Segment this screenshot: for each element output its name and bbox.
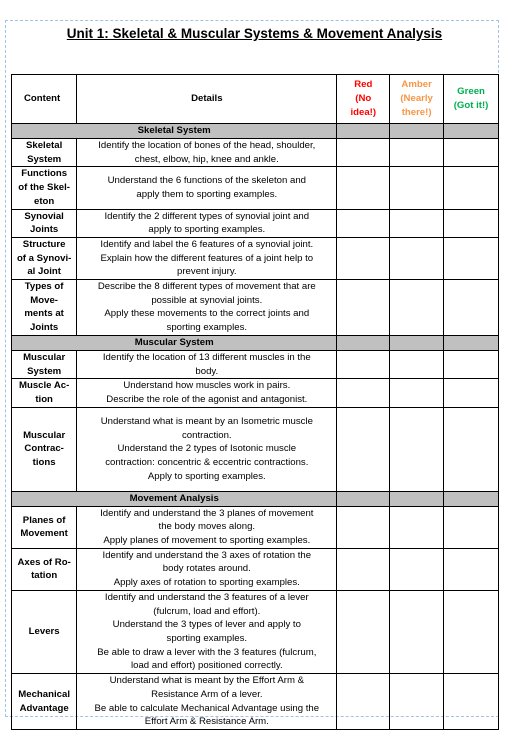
topic-row <box>12 237 499 279</box>
topic-content <box>12 407 77 491</box>
header-amber-line: there!) <box>401 106 432 118</box>
topic-details <box>77 674 337 730</box>
section-rating-cell <box>337 491 390 506</box>
topic-details-line: the body moves along. <box>158 521 256 533</box>
topic-content-line: al Joint <box>27 266 61 278</box>
topic-details-line: body. <box>195 365 219 377</box>
topic-details-line: Understand the 3 types of lever and apply to <box>112 619 301 631</box>
rating-cell-red[interactable] <box>337 139 390 167</box>
section-rating-cell <box>337 124 390 139</box>
topic-row <box>12 139 499 167</box>
header-row <box>12 75 499 124</box>
topic-content-line: Move- <box>30 294 58 306</box>
topic-content-line: Advantage <box>19 702 69 714</box>
topic-content <box>12 350 77 378</box>
topic-content-line: Types of <box>24 281 64 293</box>
topic-row <box>12 590 499 673</box>
topic-details <box>77 167 337 209</box>
topic-content-line: Planes of <box>22 514 66 526</box>
topic-row <box>12 209 499 237</box>
rating-cell-red[interactable] <box>337 548 390 590</box>
topic-details-line: apply to sporting examples. <box>148 224 266 236</box>
section-rating-cell <box>390 335 444 350</box>
page-title: Unit 1: Skeletal & Muscular Systems & Movement Analysis <box>66 26 443 41</box>
header-amber-line: (Nearly <box>400 93 433 105</box>
topic-row <box>12 407 499 491</box>
topic-details-line: Be able to calculate Mechanical Advantage using the <box>94 702 320 714</box>
topic-details-line: prevent injury. <box>177 266 237 278</box>
topic-details-line: chest, elbow, hip, knee and ankle. <box>134 153 279 165</box>
header-red-line: idea!) <box>350 106 377 118</box>
topic-content-line: tation <box>31 570 58 582</box>
rating-cell-red[interactable] <box>337 506 390 548</box>
rating-cell-green[interactable] <box>444 590 499 673</box>
table-body <box>12 124 499 730</box>
topic-content <box>12 506 77 548</box>
header-red-line: Red <box>354 79 373 91</box>
topic-row <box>12 350 499 378</box>
topic-details <box>77 379 337 407</box>
topic-details-line: Identify and understand the 3 planes of movement <box>100 507 314 519</box>
rating-cell-amber[interactable] <box>390 280 444 336</box>
topic-details <box>77 280 337 336</box>
topic-content-line: Movement <box>20 528 68 540</box>
topic-details-line: Be able to draw a lever with the 3 features (fulcrum, <box>97 646 317 658</box>
topic-details-line: Understand what is meant by the Effort Arm & <box>109 675 305 687</box>
topic-content <box>12 674 77 730</box>
topic-details-line: Apply these movements to the correct joints and <box>104 308 310 320</box>
topic-content-line: Synovial <box>24 210 64 222</box>
rating-cell-red[interactable] <box>337 407 390 491</box>
topic-details-line: Understand how muscles work in pairs. <box>123 380 291 392</box>
topic-content <box>12 280 77 336</box>
header-green-line: Green <box>457 86 485 98</box>
topic-details-line: Identify and label the 6 features of a synovial joint. <box>100 238 314 250</box>
section-rating-cell <box>444 335 499 350</box>
topic-details-line: Apply planes of movement to sporting examples. <box>103 535 311 547</box>
header-red <box>337 75 390 124</box>
topic-content-line: Contrac- <box>24 443 64 455</box>
rating-cell-amber[interactable] <box>390 167 444 209</box>
section-rating-cell <box>444 124 499 139</box>
rating-cell-green[interactable] <box>444 237 499 279</box>
rating-cell-red[interactable] <box>337 209 390 237</box>
topic-details-line: Resistance Arm of a lever. <box>151 688 263 700</box>
topic-details <box>77 139 337 167</box>
rating-cell-green[interactable] <box>444 167 499 209</box>
topic-content-line: tion <box>35 393 53 405</box>
header-amber <box>390 75 444 124</box>
topic-content <box>12 590 77 673</box>
topic-details-line: apply them to sporting examples. <box>136 188 278 200</box>
topic-details-line: Understand what is meant by an Isometric muscle <box>100 415 313 427</box>
topic-content-line: of a Synovi- <box>16 252 72 264</box>
rating-cell-green[interactable] <box>444 379 499 407</box>
rating-cell-amber[interactable] <box>390 407 444 491</box>
topic-details-line: contraction: concentric & eccentric contractions. <box>105 457 309 468</box>
topic-row <box>12 548 499 590</box>
topic-details-line: sporting examples. <box>166 322 248 334</box>
topic-details <box>77 237 337 279</box>
topic-content-line: Functions <box>21 168 68 180</box>
rating-cell-green[interactable] <box>444 209 499 237</box>
rating-cell-amber[interactable] <box>390 674 444 730</box>
topic-row <box>12 506 499 548</box>
topic-content-line: Axes of Ro- <box>17 556 71 568</box>
rating-cell-green[interactable] <box>444 506 499 548</box>
rating-cell-green[interactable] <box>444 548 499 590</box>
section-heading: Movement Analysis <box>12 491 337 506</box>
topic-content <box>12 379 77 407</box>
topic-details-line: load and effort) positioned correctly. <box>130 660 283 672</box>
topic-details-line: Apply to sporting examples. <box>147 470 266 482</box>
rating-cell-green[interactable] <box>444 674 499 730</box>
topic-details-line: Identify the location of bones of the head, shoulder, <box>98 140 316 151</box>
topic-content-line: eton <box>34 195 55 207</box>
topic-details-line: Effort Arm & Resistance Arm. <box>144 716 269 728</box>
checklist-table <box>11 74 499 730</box>
rating-cell-amber[interactable] <box>390 237 444 279</box>
rating-cell-green[interactable] <box>444 280 499 336</box>
rating-cell-red[interactable] <box>337 237 390 279</box>
topic-details-line: Understand the 2 types of Isotonic muscle <box>117 443 297 455</box>
rating-cell-red[interactable] <box>337 350 390 378</box>
section-rating-cell <box>390 491 444 506</box>
rating-cell-green[interactable] <box>444 350 499 378</box>
topic-details-line: Explain how the different features of a joint help to <box>100 252 314 264</box>
topic-details <box>77 209 337 237</box>
topic-content-line: System <box>27 153 62 165</box>
topic-details-line: contraction. <box>182 429 232 441</box>
header-green-line: (Got it!) <box>453 100 489 111</box>
topic-details-line: Identify and understand the 3 features of a lever <box>104 591 309 603</box>
topic-details-line: Apply axes of rotation to sporting examples. <box>113 577 300 589</box>
topic-details-line: body rotates around. <box>162 563 251 575</box>
topic-details-line: possible at synovial joints. <box>151 294 263 306</box>
topic-content-line: ments at <box>24 308 64 320</box>
rating-cell-red[interactable] <box>337 674 390 730</box>
topic-row <box>12 280 499 336</box>
topic-details-line: Describe the role of the agonist and antagonist. <box>106 393 308 405</box>
rating-cell-red[interactable] <box>337 379 390 407</box>
topic-content-line: Muscular <box>23 429 66 441</box>
header-amber-line: Amber <box>401 79 432 91</box>
topic-row <box>12 674 499 730</box>
topic-row <box>12 379 499 407</box>
topic-details <box>77 548 337 590</box>
topic-content-line: Levers <box>28 626 60 638</box>
topic-details-line: Identify the 2 different types of synovial joint and <box>104 210 310 222</box>
header-green <box>444 75 499 124</box>
topic-details-line: Identify the location of 13 different muscles in the <box>102 351 311 363</box>
topic-content <box>12 209 77 237</box>
topic-details <box>77 590 337 673</box>
section-rating-cell <box>444 491 499 506</box>
section-row <box>12 491 499 506</box>
topic-details-line: (fulcrum, load and effort). <box>153 605 261 617</box>
header-content: Content <box>12 75 77 124</box>
topic-details-line: sporting examples. <box>166 632 248 644</box>
topic-details <box>77 350 337 378</box>
header-details: Details <box>77 75 337 124</box>
rating-cell-amber[interactable] <box>390 506 444 548</box>
rating-cell-amber[interactable] <box>390 590 444 673</box>
topic-row <box>12 167 499 209</box>
rating-cell-amber[interactable] <box>390 209 444 237</box>
rating-cell-red[interactable] <box>337 590 390 673</box>
topic-details <box>77 506 337 548</box>
topic-content <box>12 167 77 209</box>
section-row <box>12 335 499 350</box>
rating-cell-amber[interactable] <box>390 139 444 167</box>
topic-details-line: Describe the 8 different types of movement that are <box>97 281 316 293</box>
topic-content-line: Structure <box>22 238 66 250</box>
topic-content-line: Muscular <box>23 351 66 363</box>
topic-details-line: Identify and understand the 3 axes of rotation the <box>102 549 312 561</box>
rating-cell-amber[interactable] <box>390 379 444 407</box>
topic-content-line: Muscle Ac- <box>18 380 70 392</box>
header-red-line: (No <box>355 93 372 105</box>
rating-cell-red[interactable] <box>337 280 390 336</box>
topic-content-line: System <box>27 365 62 377</box>
section-row <box>12 124 499 139</box>
rating-cell-green[interactable] <box>444 139 499 167</box>
section-heading: Skeletal System <box>12 124 337 139</box>
section-rating-cell <box>390 124 444 139</box>
topic-details <box>77 407 337 491</box>
topic-content-line: tions <box>32 457 56 468</box>
rating-cell-red[interactable] <box>337 167 390 209</box>
topic-content-line: Joints <box>30 224 59 236</box>
topic-content-line: Joints <box>30 322 59 334</box>
section-heading: Muscular System <box>12 335 337 350</box>
topic-content <box>12 139 77 167</box>
topic-content-line: Skeletal <box>25 140 63 151</box>
topic-content <box>12 237 77 279</box>
rating-cell-amber[interactable] <box>390 350 444 378</box>
topic-details-line: Understand the 6 functions of the skeleton and <box>107 175 306 187</box>
rating-cell-green[interactable] <box>444 407 499 491</box>
topic-content <box>12 548 77 590</box>
topic-content-line: of the Skel- <box>18 182 70 194</box>
topic-content-line: Mechanical <box>18 688 70 700</box>
section-rating-cell <box>337 335 390 350</box>
rating-cell-amber[interactable] <box>390 548 444 590</box>
